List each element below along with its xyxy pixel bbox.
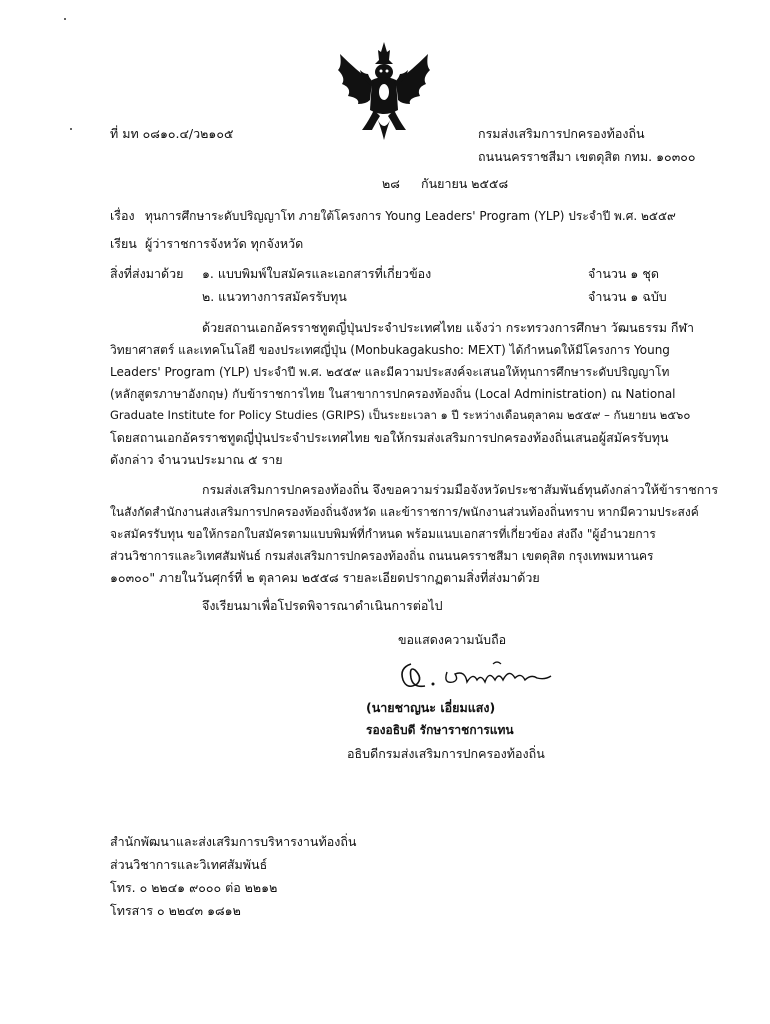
paragraph-line: วิทยาศาสตร์ และเทคโนโลยี ของประเทศญี่ปุ่น (Monbukagakusho: MEXT) ได้กำหนดให้มีโครงการ Young	[110, 343, 670, 357]
paragraph-line: ๑๐๓๐๐" ภายในวันศุกร์ที่ ๒ ตุลาคม ๒๕๕๘ รายละเอียดปรากฏตามสิ่งที่ส่งมาด้วย	[110, 570, 540, 585]
recipient-text: ผู้ว่าราชการจังหวัด ทุกจังหวัด	[145, 236, 304, 251]
paragraph-line: Leaders' Program (YLP) ประจำปี พ.ศ. ๒๕๕๙ และมีความประสงค์จะเสนอให้ทุนการศึกษาระดับปริญญาโท	[110, 365, 670, 379]
enclosure-item: ๑. แบบพิมพ์ใบสมัครและเอกสารที่เกี่ยวข้อง	[202, 266, 432, 281]
salutation: ขอแสดงความนับถือ	[398, 632, 507, 647]
paragraph-line: ในสังกัดสำนักงานส่งเสริมการปกครองท้องถิ่นจังหวัด และข้าราชการ/พนักงานส่วนท้องถิ่นทราบ หากมีความประสงค์	[110, 505, 699, 519]
signatory-name: (นายชาญนะ เอี่ยมแสง)	[366, 700, 496, 715]
paragraph-line: ดังกล่าว จำนวนประมาณ ๕ ราย	[110, 452, 283, 467]
paragraph-line: จะสมัครรับทุน ขอให้กรอกใบสมัครตามแบบพิมพ์ที่กำหนด พร้อมแนบเอกสารที่เกี่ยวข้อง ส่งถึง "ผู้อำนวยการ	[110, 527, 656, 541]
signatory-position: อธิบดีกรมส่งเสริมการปกครองท้องถิ่น	[347, 746, 545, 761]
footer-phone: โทร. ๐ ๒๒๔๑ ๙๐๐๐ ต่อ ๒๒๑๒	[110, 880, 278, 895]
footer-division: ส่วนวิชาการและวิเทศสัมพันธ์	[110, 857, 268, 872]
enclosures-label: สิ่งที่ส่งมาด้วย	[110, 266, 184, 281]
paragraph-line: Graduate Institute for Policy Studies (GRIPS) เป็นระยะเวลา ๑ ปี ระหว่างเดือนตุลาคม ๒๕๕๙ – กันยายน ๒๕๖๐	[110, 408, 691, 422]
letter-date: กันยายน ๒๕๕๘	[421, 176, 509, 191]
subject-text: ทุนการศึกษาระดับปริญญาโท ภายใต้โครงการ Young Leaders' Program (YLP) ประจำปี พ.ศ. ๒๕๕๙	[145, 209, 676, 223]
paragraph-line: ส่วนวิชาการและวิเทศสัมพันธ์ กรมส่งเสริมการปกครองท้องถิ่น ถนนนครราชสีมา เขตดุสิต กรุงเทพมหานคร	[110, 549, 654, 563]
enclosure-qty: จำนวน ๑ ชุด	[588, 266, 659, 281]
scan-speck	[70, 128, 72, 130]
handwritten-signature	[395, 658, 555, 694]
letter-date-day: ๒๘	[382, 176, 400, 191]
subject-label: เรื่อง	[110, 208, 135, 223]
enclosure-item: ๒. แนวทางการสมัครรับทุน	[202, 289, 347, 304]
scan-speck	[64, 18, 66, 20]
agency-address: ถนนนครราชสีมา เขตดุสิต กทม. ๑๐๓๐๐	[478, 149, 696, 164]
footer-fax: โทรสาร ๐ ๒๒๔๓ ๑๘๑๒	[110, 903, 241, 918]
closing-request: จึงเรียนมาเพื่อโปรดพิจารณาดำเนินการต่อไป	[202, 598, 443, 613]
agency-name: กรมส่งเสริมการปกครองท้องถิ่น	[478, 126, 645, 141]
paragraph-line: ด้วยสถานเอกอัครราชทูตญี่ปุ่นประจำประเทศไทย แจ้งว่า กระทรวงการศึกษา วัฒนธรรม กีฬา	[202, 320, 695, 335]
recipient-label: เรียน	[110, 236, 137, 251]
signatory-acting-title: รองอธิบดี รักษาราชการแทน	[366, 723, 514, 737]
paragraph-line: โดยสถานเอกอัครราชทูตญี่ปุ่นประจำประเทศไทย ขอให้กรมส่งเสริมการปกครองท้องถิ่นเสนอผู้สมัครรับทุน	[110, 430, 669, 445]
enclosure-qty: จำนวน ๑ ฉบับ	[588, 289, 667, 304]
footer-office: สำนักพัฒนาและส่งเสริมการบริหารงานท้องถิ่น	[110, 834, 357, 849]
garuda-emblem	[332, 40, 436, 142]
reference-number: ที่ มท ๐๘๑๐.๔/ว๒๑๐๕	[110, 126, 234, 141]
paragraph-line: กรมส่งเสริมการปกครองท้องถิ่น จึงขอความร่วมมือจังหวัดประชาสัมพันธ์ทุนดังกล่าวให้ข้าราชการ	[202, 482, 719, 497]
paragraph-line: (หลักสูตรภาษาอังกฤษ) กับข้าราชการไทย ในสาขาการปกครองท้องถิ่น (Local Administration) ณ National	[110, 387, 676, 401]
